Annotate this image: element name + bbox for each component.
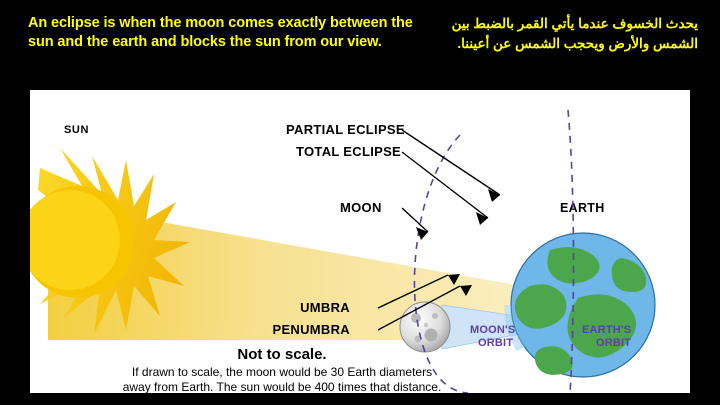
earths-orbit-label-line2: ORBIT (596, 337, 632, 349)
sun-label: SUN (64, 124, 90, 136)
caption-english: An eclipse is when the moon comes exactly between the sun and the earth and blocks the sun from our view. (28, 15, 413, 51)
moon-shape (400, 302, 450, 352)
umbra-label: UMBRA (300, 300, 350, 315)
earths-orbit-label-line1: EARTH'S (582, 324, 632, 336)
partial-eclipse-label: PARTIAL ECLIPSE (286, 122, 405, 137)
note-line-1: If drawn to scale, the moon would be 30 Earth diameters (131, 365, 433, 379)
note-title: Not to scale. (237, 346, 327, 363)
moon-label: MOON (340, 200, 382, 215)
moons-orbit-label-line2: ORBIT (478, 337, 514, 349)
earth-shape (505, 233, 655, 377)
note-line-2: away from Earth. The sun would be 400 times that distance. (122, 380, 442, 393)
moons-orbit-label-line1: MOON'S (470, 324, 516, 336)
eclipse-diagram-panel (30, 90, 690, 393)
caption-arabic: يحدث الخسوف عندما يأتي القمر بالضبط بين الشمس والأرض ويحجب الشمس عن أعيننا. (451, 16, 698, 52)
total-eclipse-label: TOTAL ECLIPSE (296, 144, 402, 159)
penumbra-label: PENUMBRA (272, 322, 350, 337)
earth-label: EARTH (560, 201, 605, 215)
